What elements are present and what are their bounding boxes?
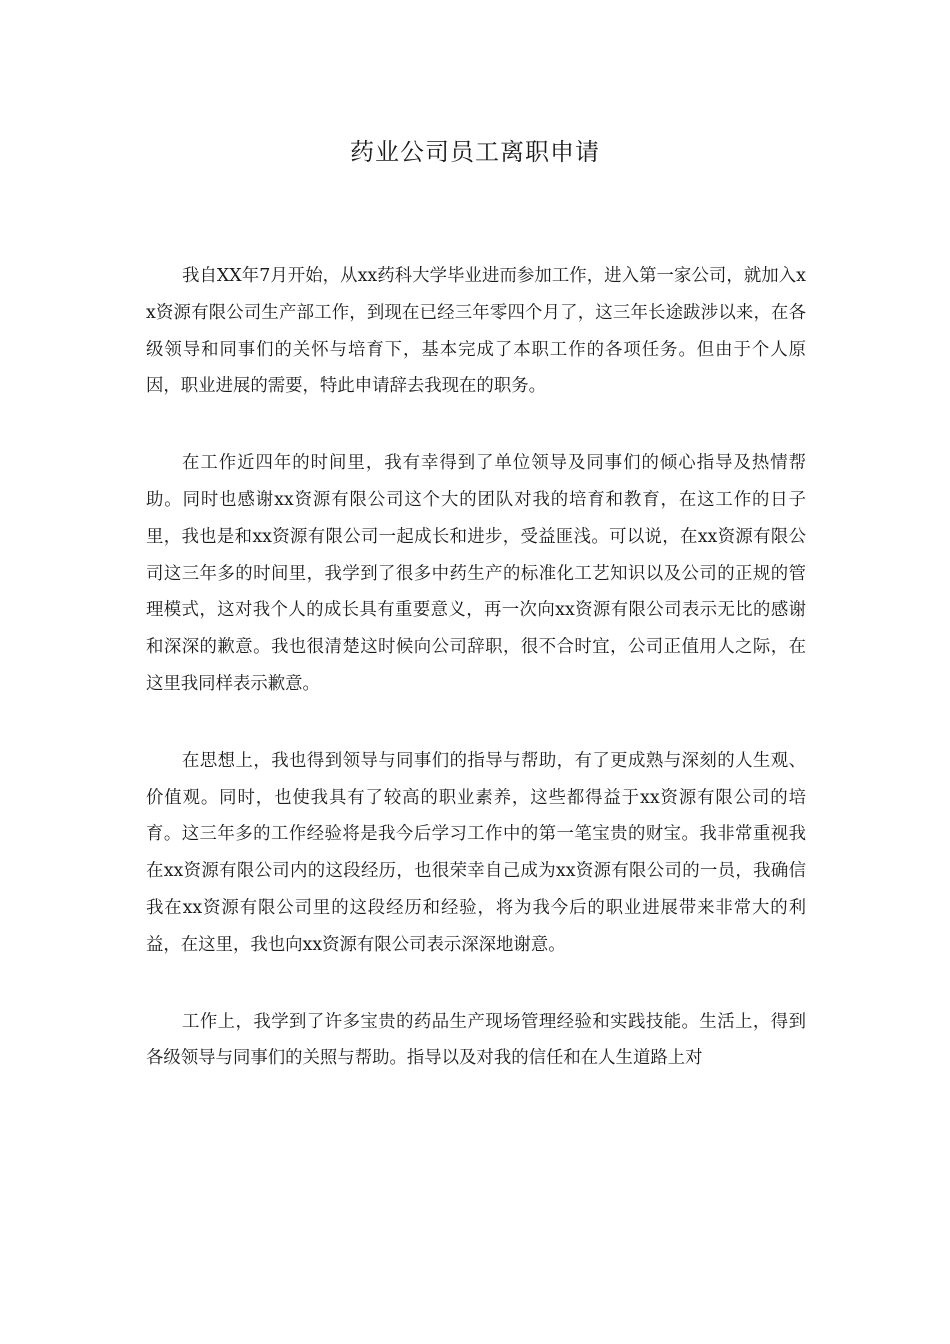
paragraph-3: 在思想上，我也得到领导与同事们的指导与帮助，有了更成熟与深刻的人生观、价值观。同时，也使我具有了较高的职业素养，这些都得益于xx资源有限公司的培育。这三年多的工作经验将是我今后学习工作中的第一笔宝贵的财宝。我非常重视我在xx资源有限公司内的这段经历，也很荣幸自己成为xx资源有限公司的一员，我确信我在xx资源有限公司里的这段经历和经验，将为我今后的职业进展带来非常大的利益，在这里，我也向xx资源有限公司表示深深地谢意。 <box>146 750 806 955</box>
document-body <box>146 258 806 1117</box>
paragraph-1: 我自XX年7月开始，从xx药科大学毕业进而参加工作，进入第一家公司，就加入xx资源有限公司生产部工作，到现在已经三年零四个月了，这三年长途跋涉以来，在各级领导和同事们的关怀与培育下，基本完成了本职工作的各项任务。但由于个人原因，职业进展的需要，特此申请辞去我现在的职务。 <box>146 266 806 397</box>
document-title: 药业公司员工离职申请 <box>350 138 600 166</box>
paragraph-4: 工作上，我学到了许多宝贵的药品生产现场管理经验和实践技能。生活上，得到各级领导与同事们的关照与帮助。指导以及对我的信任和在人生道路上对 <box>146 1011 806 1069</box>
paragraph-2: 在工作近四年的时间里，我有幸得到了单位领导及同事们的倾心指导及热情帮助。同时也感谢xx资源有限公司这个大的团队对我的培育和教育，在这工作的日子里，我也是和xx资源有限公司一起成长和进步，受益匪浅。可以说，在xx资源有限公司这三年多的时间里，我学到了很多中药生产的标准化工艺知识以及公司的正规的管理模式，这对我个人的成长具有重要意义，再一次向xx资源有限公司表示无比的感谢和深深的歉意。我也很清楚这时候向公司辞职，很不合时宜，公司正值用人之际，在这里我同样表示歉意。 <box>146 453 806 694</box>
